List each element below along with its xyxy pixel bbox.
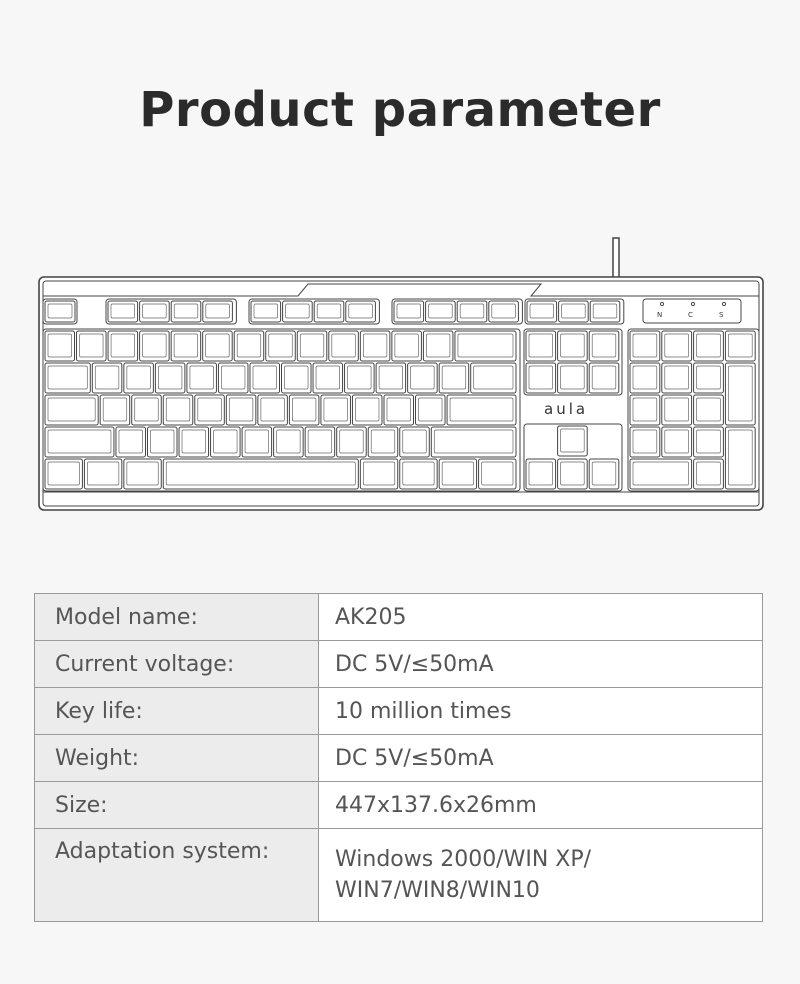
keyboard-cable <box>613 238 619 280</box>
keycap <box>187 363 217 393</box>
keycap <box>234 331 264 361</box>
keycap <box>431 427 516 457</box>
keycap <box>630 459 692 489</box>
keycap <box>408 363 438 393</box>
keycap <box>455 331 516 361</box>
keycap <box>384 395 414 425</box>
keycap <box>392 331 422 361</box>
spec-row <box>35 829 763 922</box>
keycap <box>589 363 619 393</box>
keycap <box>725 331 755 361</box>
keycap <box>630 395 660 425</box>
keycap <box>558 331 588 361</box>
spec-value-line: WIN7/WIN8/WIN10 <box>335 878 540 903</box>
keycap <box>321 395 351 425</box>
keycap <box>589 331 619 361</box>
keycap <box>725 363 755 425</box>
keycap <box>725 427 755 489</box>
spec-row <box>35 688 763 735</box>
keycap <box>92 363 122 393</box>
spec-label: Model name: <box>35 594 319 641</box>
keycap <box>662 363 692 393</box>
spec-label: Size: <box>35 782 319 829</box>
spec-row <box>35 641 763 688</box>
keycap <box>526 331 556 361</box>
keycap <box>694 363 724 393</box>
keycap <box>45 427 114 457</box>
keycap <box>423 331 453 361</box>
keycap <box>84 459 121 489</box>
keycap <box>400 427 430 457</box>
keycap <box>155 363 185 393</box>
keycap <box>77 331 107 361</box>
keycap <box>211 427 241 457</box>
spec-value: DC 5V/≤50mA <box>319 735 763 782</box>
spec-value: AK205 <box>319 594 763 641</box>
spec-label: Current voltage: <box>35 641 319 688</box>
spec-row <box>35 735 763 782</box>
keycap <box>630 427 660 457</box>
keycap <box>163 459 358 489</box>
keycap <box>250 363 280 393</box>
keycap <box>376 363 406 393</box>
keycap <box>147 427 177 457</box>
keycap <box>195 395 225 425</box>
keycap <box>274 427 304 457</box>
keyboard-illustration <box>36 234 766 514</box>
keycap <box>630 363 660 393</box>
keycap <box>116 427 146 457</box>
spec-value-line: Windows 2000/WIN XP/ <box>335 847 592 872</box>
keycap <box>45 459 82 489</box>
spec-label: Key life: <box>35 688 319 735</box>
spec-row <box>35 594 763 641</box>
keycap <box>337 427 367 457</box>
keycap <box>360 331 390 361</box>
keycap <box>416 395 446 425</box>
keycap <box>662 331 692 361</box>
keycap <box>360 459 397 489</box>
keycap <box>368 427 398 457</box>
keycap <box>630 331 660 361</box>
keycap <box>45 395 98 425</box>
keycap <box>589 459 619 489</box>
keycap <box>694 395 724 425</box>
page-title: Product parameter <box>139 82 661 138</box>
brand-logo: aula <box>544 400 589 418</box>
keycap <box>108 331 138 361</box>
keycap <box>694 459 724 489</box>
keycap <box>662 427 692 457</box>
keycap <box>471 363 516 393</box>
keycap <box>242 427 272 457</box>
keycap <box>124 363 154 393</box>
keycap <box>218 363 248 393</box>
spec-row <box>35 782 763 829</box>
spec-label: Weight: <box>35 735 319 782</box>
spec-table <box>34 593 763 922</box>
keycap <box>400 459 437 489</box>
keycap <box>439 363 469 393</box>
keycap <box>558 426 588 456</box>
keycap <box>132 395 162 425</box>
keycap <box>662 395 692 425</box>
keycap <box>345 363 375 393</box>
keycap <box>45 331 75 361</box>
spec-value: 10 million times <box>319 688 763 735</box>
spec-value: 447x137.6x26mm <box>319 782 763 829</box>
spec-value <box>319 829 763 922</box>
keycap <box>447 395 516 425</box>
led-scroll-label: S <box>719 311 724 319</box>
keycap <box>226 395 256 425</box>
keycap <box>313 363 343 393</box>
keycap <box>352 395 382 425</box>
keycap <box>526 363 556 393</box>
spec-label: Adaptation system: <box>35 829 319 922</box>
keycap <box>100 395 130 425</box>
keycap <box>558 363 588 393</box>
keycap <box>558 459 588 489</box>
keycap <box>305 427 335 457</box>
keycap <box>45 363 90 393</box>
led-caps-label: C <box>688 311 693 319</box>
keycap <box>140 331 170 361</box>
keycap <box>266 331 296 361</box>
keycap <box>526 459 556 489</box>
keycap <box>694 427 724 457</box>
keycap <box>163 395 193 425</box>
keycap <box>171 331 201 361</box>
keycap <box>694 331 724 361</box>
keycap <box>439 459 476 489</box>
keycap <box>203 331 233 361</box>
keycap <box>329 331 359 361</box>
keycap <box>179 427 209 457</box>
keycap <box>289 395 319 425</box>
keycap <box>282 363 312 393</box>
led-num-label: N <box>657 311 663 319</box>
keycap <box>124 459 161 489</box>
keycap <box>258 395 288 425</box>
keycap <box>297 331 327 361</box>
spec-value: DC 5V/≤50mA <box>319 641 763 688</box>
keycap <box>479 459 516 489</box>
